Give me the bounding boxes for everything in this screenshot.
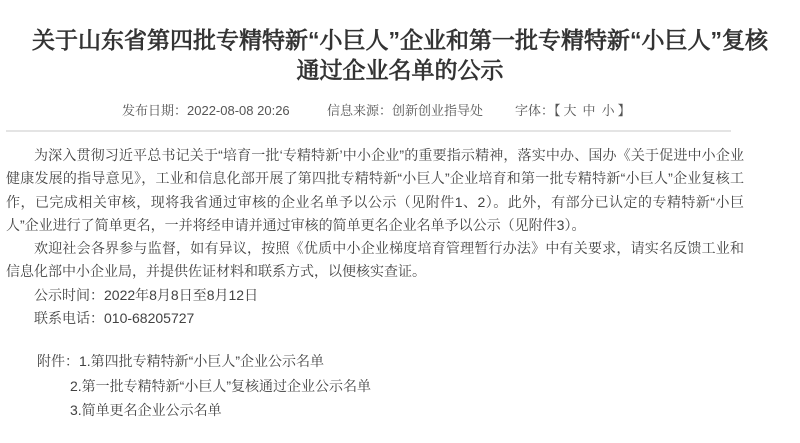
attachment-link-1[interactable]: 1.第四批专精特新“小巨人”企业公示名单 xyxy=(79,353,324,370)
publicity-period-line: 公示时间：2022年8月8日至8月12日 xyxy=(34,286,259,303)
font-size-large-button[interactable]: 大 xyxy=(563,103,577,118)
font-size-bracket-open: 【 xyxy=(554,103,561,118)
attachment-row xyxy=(6,398,744,423)
font-size-medium-button[interactable]: 中 xyxy=(582,103,596,118)
info-source xyxy=(327,102,483,119)
font-size-control xyxy=(515,102,631,119)
publish-date-value: 2022-08-08 20:26 xyxy=(187,103,290,118)
body-paragraph-2: 欢迎社会各界参与监督，如有异议，按照《优质中小企业梯度培育管理暂行办法》中有关要求，请实名反馈工业和信息化部中小企业局，并提供佐证材料和联系方式，以便核实查证。 xyxy=(6,240,744,280)
meta-row xyxy=(0,102,800,119)
header-divider xyxy=(6,130,731,132)
attachments-list xyxy=(6,349,744,423)
info-source-label: 信息来源： xyxy=(327,103,393,118)
attachment-row xyxy=(6,374,744,399)
publish-date xyxy=(122,102,290,119)
attachment-row xyxy=(6,349,744,374)
font-size-label: 字体： xyxy=(515,103,555,118)
publish-date-label: 发布日期： xyxy=(122,103,188,118)
contact-phone-line: 联系电话：010-68205727 xyxy=(34,310,195,327)
article-body xyxy=(6,144,744,423)
page-title: 关于山东省第四批专精特新“小巨人”企业和第一批专精特新“小巨人”复核通过企业名单的公示 xyxy=(32,27,768,83)
font-size-small-button[interactable]: 小 xyxy=(601,103,615,118)
attachments-label: 附件： xyxy=(37,353,79,370)
body-paragraph-1: 为深入贯彻习近平总书记关于“培育一批‘专精特新’中小企业”的重要指示精神，落实中办、国办《关于促进中小企业健康发展的指导意见》，工业和信息化部开展了第四批专精特新“小巨人”企业培育和第一批专精特新“小巨人”企业复核工作，已完成相关审核，现将我省通过审核的企业名单予以公示（见附件1、2）。此外，有部分已认定的专精特新“小巨人”企业进行了简单更名，一并将经申请并通过审核的简单更名企业名单予以公示（见附件3）。 xyxy=(6,147,744,233)
attachment-link-2[interactable]: 2.第一批专精特新“小巨人”复核通过企业公示名单 xyxy=(70,377,371,394)
info-source-value: 创新创业指导处 xyxy=(392,103,484,118)
font-size-bracket-close: 】 xyxy=(617,103,631,118)
attachment-link-3[interactable]: 3.简单更名企业公示名单 xyxy=(70,402,222,419)
